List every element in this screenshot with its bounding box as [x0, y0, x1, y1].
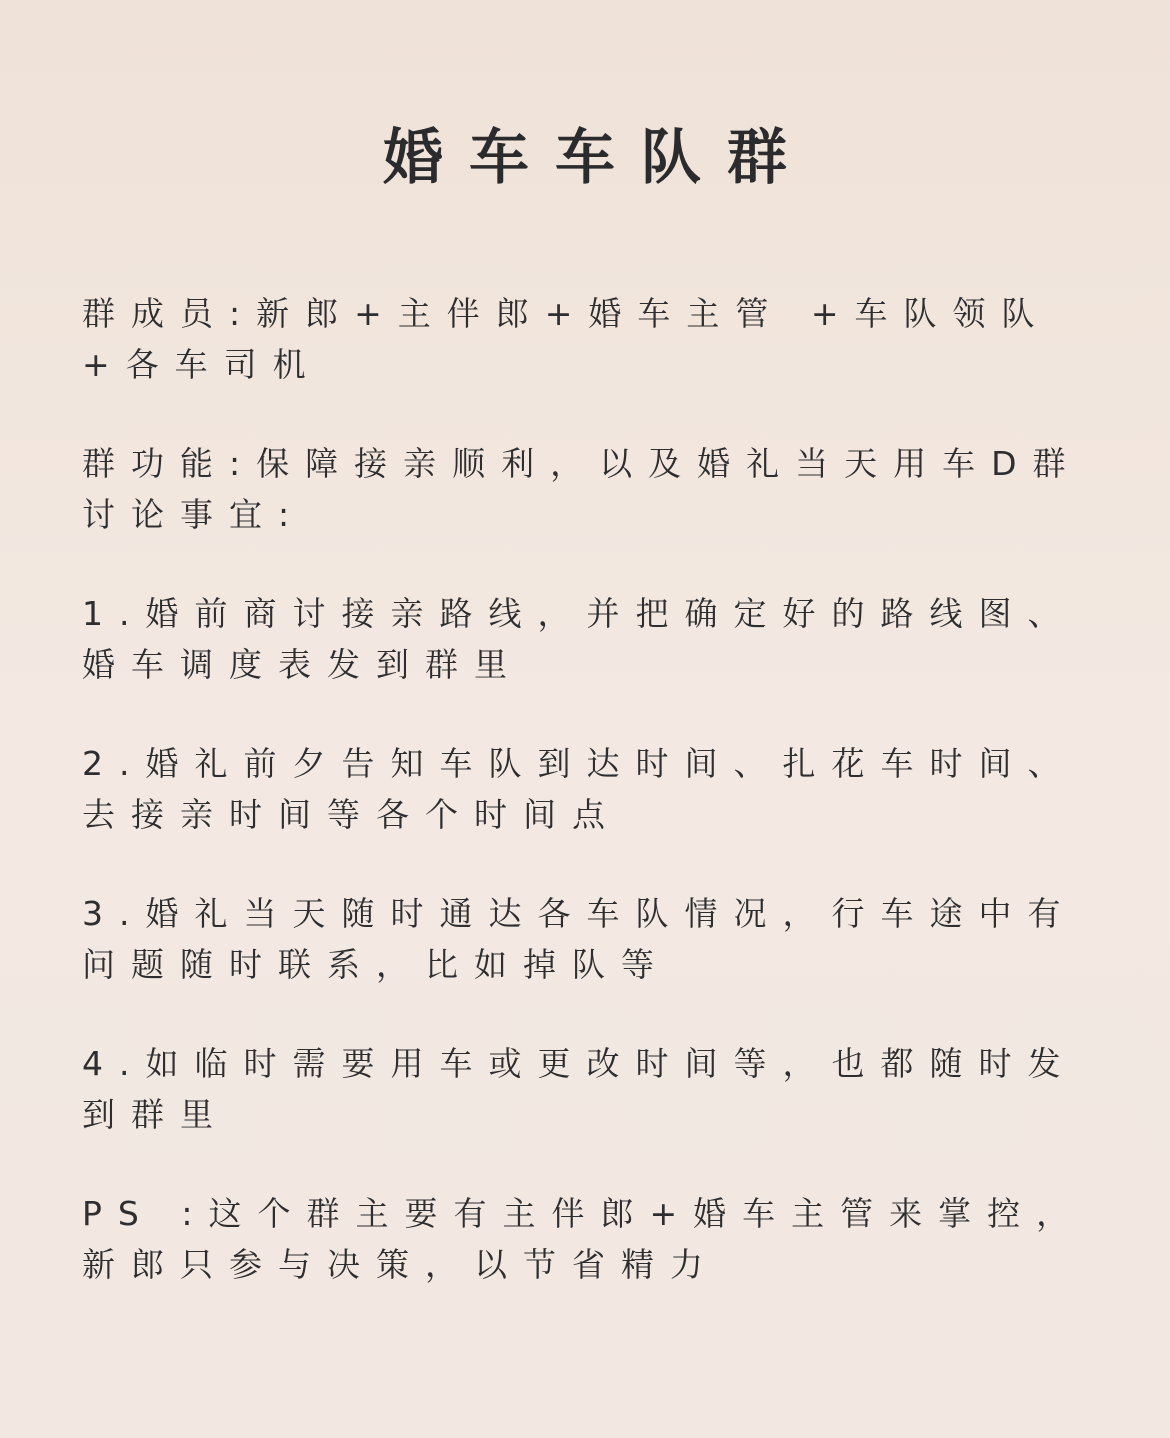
- members-paragraph: 群成员:新郎+主伴郎+婚车主管 +车队领队+各车司机: [82, 294, 1051, 384]
- document-body: [82, 288, 1122, 1290]
- page-title: 婚车车队群: [383, 123, 813, 193]
- list-item: 2.婚礼前夕告知车队到达时间、扎花车时间、去接亲时间等各个时间点: [82, 744, 1077, 834]
- list-item: 4.如临时需要用车或更改时间等，也都随时发到群里: [82, 1044, 1077, 1134]
- function-paragraph: 群功能:保障接亲顺利，以及婚礼当天用车D群讨论事宜:: [82, 444, 1082, 534]
- list-item: 3.婚礼当天随时通达各车队情况，行车途中有问题随时联系，比如掉队等: [82, 894, 1077, 984]
- list-item: 1.婚前商讨接亲路线，并把确定好的路线图、婚车调度表发到群里: [82, 594, 1077, 684]
- ps-paragraph: PS :这个群主要有主伴郎+婚车主管来掌控，新郎只参与决策，以节省精力: [82, 1194, 1086, 1284]
